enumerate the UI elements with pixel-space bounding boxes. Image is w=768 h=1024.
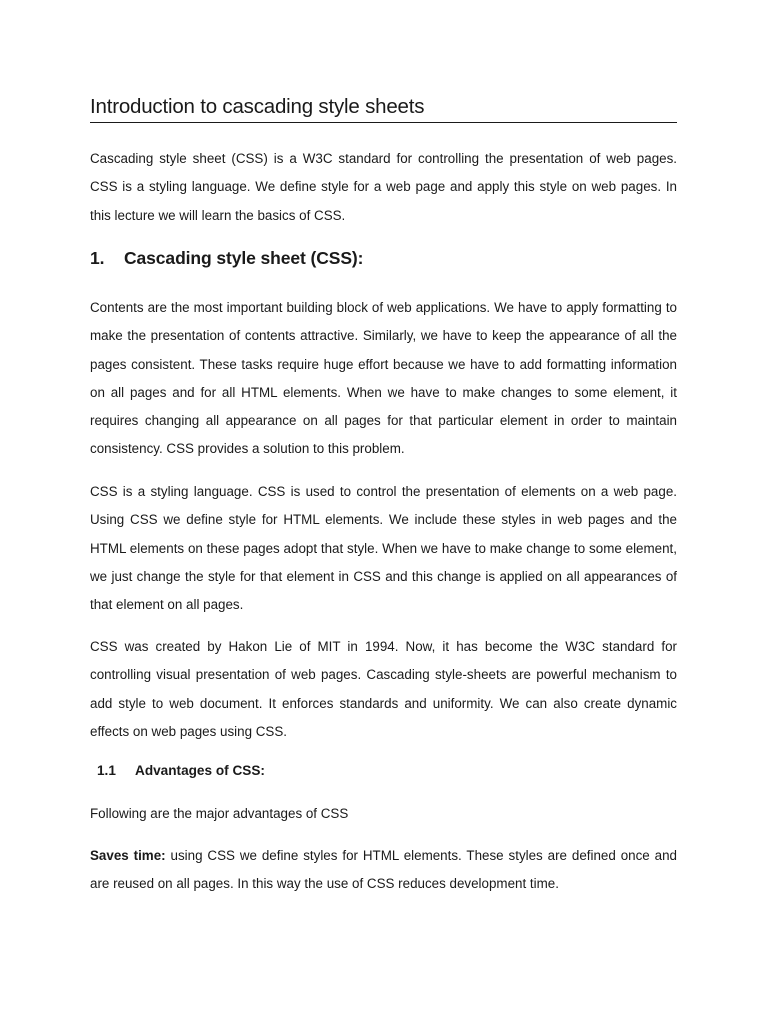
section-1-1-number: 1.1: [97, 763, 116, 778]
section-1-1-title: Advantages of CSS:: [135, 763, 265, 778]
document-title: Introduction to cascading style sheets: [90, 94, 677, 123]
intro-paragraph: Cascading style sheet (CSS) is a W3C standard for controlling the presentation of web pages. CSS is a styling language. We define style for a web page and apply this style on web pages. In this lecture we will learn the basics of CSS.: [90, 151, 677, 223]
section-1-1-heading: [97, 763, 265, 778]
section-1-heading: [90, 248, 363, 269]
advantages-intro: Following are the major advantages of CSS: [90, 806, 349, 821]
advantage-item-saves-time: [90, 842, 677, 899]
advantage-item-lead: Saves time:: [90, 848, 166, 863]
advantage-item-text: using CSS we define styles for HTML elements. These styles are defined once and are reused on all pages. In this way the use of CSS reduces development time.: [90, 848, 677, 892]
section-1-number: 1.: [90, 248, 105, 268]
section-1-paragraph-2: CSS is a styling language. CSS is used to control the presentation of elements on a web page. Using CSS we define style for HTML elements. We include these styles in web pages and the HTML elements on these pages adopt that style. When we have to make change to some element, we just change the style for that element in CSS and this change is applied on all appearances of that element on all pages.: [90, 484, 677, 613]
section-1-paragraph-1: Contents are the most important building block of web applications. We have to apply formatting to make the presentation of contents attractive. Similarly, we have to keep the appearance of all the pages consistent. These tasks require huge effort because we have to add formatting information on all pages and for all HTML elements. When we have to make changes to some element, it requires changing all appearance on all pages for that particular element in order to maintain consistency. CSS provides a solution to this problem.: [90, 300, 677, 457]
section-1-paragraph-3: CSS was created by Hakon Lie of MIT in 1994. Now, it has become the W3C standard for controlling visual presentation of web pages. Cascading style-sheets are powerful mechanism to add style to web document. It enforces standards and uniformity. We can also create dynamic effects on web pages using CSS.: [90, 639, 677, 739]
section-1-title: Cascading style sheet (CSS):: [124, 248, 364, 268]
